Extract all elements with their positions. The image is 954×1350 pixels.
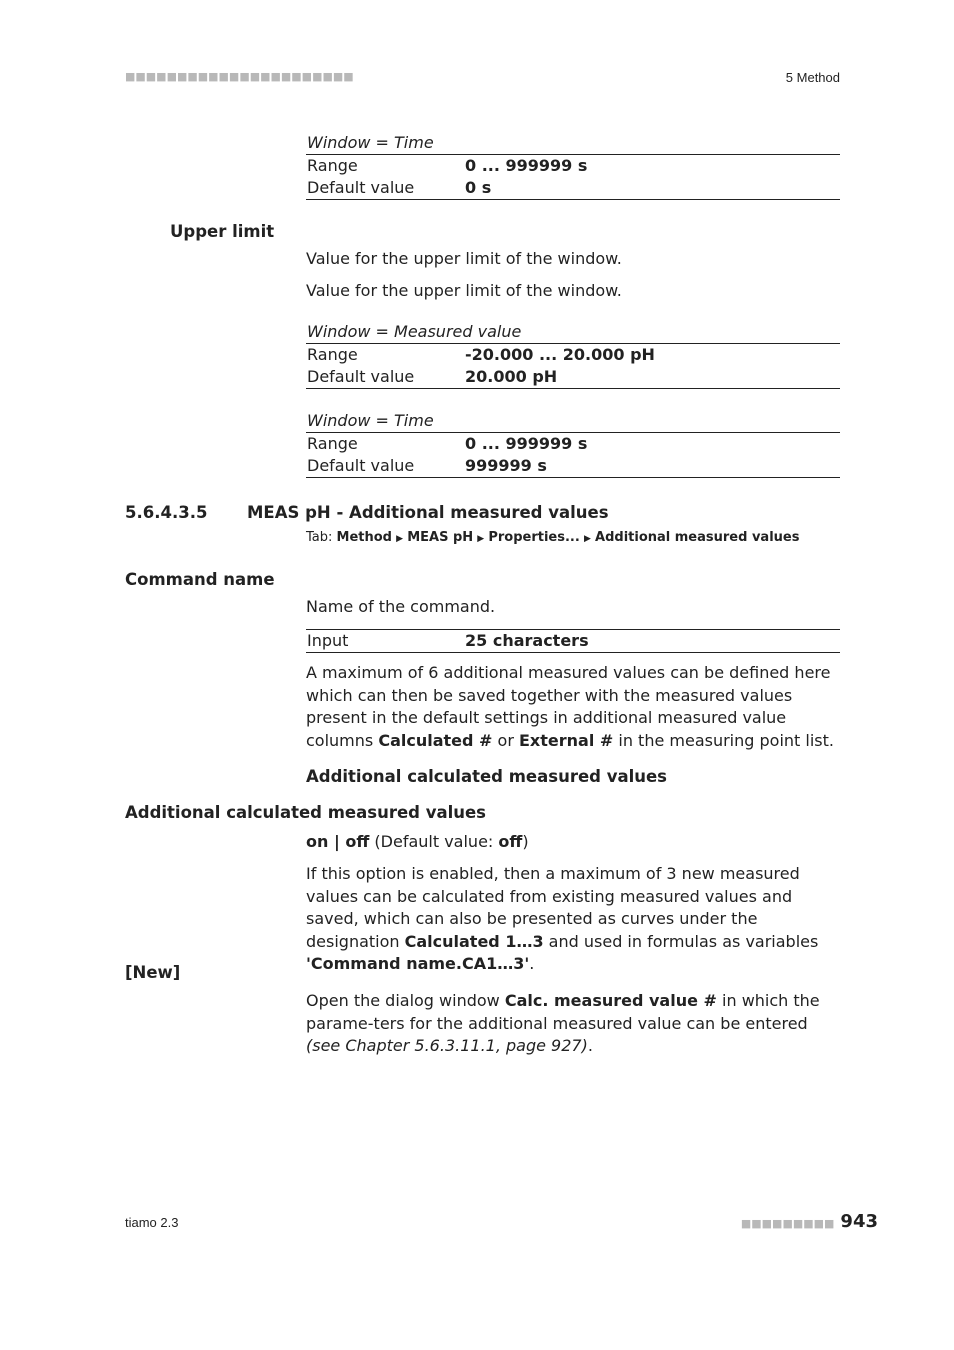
new-text: Open the dialog window [306, 991, 505, 1010]
acmv-default-value: off [498, 832, 523, 851]
table-row [306, 344, 840, 366]
row-key: Default value [307, 178, 415, 197]
intro-bold: External # [518, 730, 614, 750]
upper-limit-desc-2: Value for the upper limit of the window. [306, 281, 622, 300]
row-key: Default value [307, 456, 415, 475]
param-table-input [306, 629, 840, 653]
row-value: 0 ... 999999 s [465, 156, 588, 175]
table-caption: Window = Time [306, 410, 840, 433]
param-table-time-2 [306, 410, 840, 478]
chapter-reference-link[interactable]: (see Chapter 5.6.3.11.1, page 927) [306, 1036, 588, 1055]
new-text: . [587, 1036, 593, 1055]
acmv-bold: Calculated 1…3 [404, 931, 544, 951]
row-key: Input [307, 631, 349, 650]
row-value: 999999 s [465, 456, 547, 475]
table-row [306, 366, 840, 389]
new-button-description [306, 990, 842, 1058]
acmv-default-prefix: (Default value: [369, 832, 499, 851]
footer-decoration: ■■■■■■■■■ [740, 1217, 835, 1230]
acmv-default-suffix: ) [522, 832, 529, 851]
row-key: Default value [307, 367, 415, 386]
acmv-bold: 'Command name.CA1…3' [306, 954, 530, 973]
header-decoration: ■■■■■■■■■■■■■■■■■■■■■■ [125, 70, 354, 83]
upper-limit-desc-1: Value for the upper limit of the window. [306, 249, 622, 268]
acmv-text: If this option is enabled, then a maximum of 3 new measured values can be calculated from existing measured values and saved, which can also be presented as curves under the designation [306, 864, 800, 951]
command-name-label: Command name [125, 570, 275, 589]
header-chapter: 5 Method [785, 70, 840, 85]
arrow-icon: ▶ [396, 534, 404, 544]
acmv-label: Additional calculated measured values [125, 803, 487, 822]
acmv-description [306, 863, 842, 976]
acmv-text: and used in formulas as variables [543, 931, 819, 951]
tab-path-item: MEAS pH [407, 530, 474, 545]
param-table-time-1 [306, 132, 840, 200]
row-key: Range [307, 345, 358, 364]
table-caption: Window = Measured value [306, 321, 840, 344]
param-table-measured [306, 321, 840, 389]
arrow-icon: ▶ [477, 534, 485, 544]
row-value: 20.000 pH [465, 367, 558, 386]
new-text: in which the parame-ters for the additional measured value can be entered [306, 991, 820, 1033]
intro-text: A maximum of 6 additional measured values can be defined here which can then be saved together with the measured values present in the default settings in additional measured value columns [306, 663, 831, 750]
command-name-desc: Name of the command. [306, 597, 496, 616]
tab-path-item: Properties... [488, 530, 580, 545]
table-row [306, 155, 840, 177]
acmv-options [306, 831, 842, 854]
table-row [306, 629, 840, 653]
table-row [306, 177, 840, 200]
upper-limit-label: Upper limit [170, 222, 275, 241]
acmv-option-values: on | off [306, 832, 370, 851]
intro-text: or [492, 730, 519, 750]
table-row [306, 433, 840, 455]
arrow-icon: ▶ [583, 534, 591, 544]
tab-prefix: Tab: [306, 530, 337, 545]
table-row [306, 455, 840, 478]
footer-product: tiamo 2.3 [125, 1215, 179, 1230]
footer-page [741, 1211, 878, 1232]
intro-bold: Calculated # [378, 730, 493, 750]
row-key: Range [307, 156, 358, 175]
section-number: 5.6.4.3.5 [125, 503, 208, 522]
table-caption: Window = Time [306, 132, 840, 155]
row-value: -20.000 ... 20.000 pH [465, 345, 655, 364]
subheading: Additional calculated measured values [306, 767, 668, 786]
intro-paragraph [306, 662, 842, 752]
row-value: 0 s [465, 178, 492, 197]
page-number: 943 [840, 1211, 878, 1232]
tab-path [306, 530, 799, 545]
row-key: Range [307, 434, 358, 453]
section-title: MEAS pH - Additional measured values [247, 503, 609, 522]
row-value: 0 ... 999999 s [465, 434, 588, 453]
tab-path-item: Method [336, 530, 392, 545]
new-button-label: [New] [125, 963, 181, 982]
acmv-text: . [529, 954, 535, 973]
row-value: 25 characters [465, 631, 589, 650]
tab-path-item: Additional measured values [595, 530, 800, 545]
new-bold: Calc. measured value # [504, 991, 717, 1010]
intro-text: in the measuring point list. [613, 730, 834, 750]
